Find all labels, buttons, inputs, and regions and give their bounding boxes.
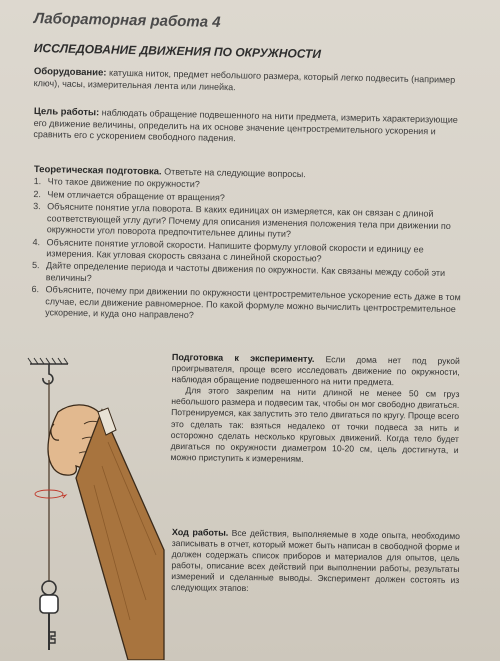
hand-icon bbox=[48, 405, 164, 660]
lab-title: Лабораторная работа 4 bbox=[33, 10, 221, 31]
question-text: Объясните, почему при движении по окружности центростремительное ускорение есть даже в том случае, если движение равномерное. По какой формуле можно вычислить центростремительное ускорение, и куда оно направлено? bbox=[45, 284, 461, 320]
circular-motion-arrows bbox=[35, 490, 66, 498]
question-number: 1. bbox=[33, 175, 42, 187]
support-bar bbox=[28, 358, 68, 364]
goal-text: наблюдать обращение подвешенного на нити предмета, измерить характеризующие его движение величины, определить на их основе значение центростремительного ускорения и сравнить его с ускорением свободного падения. bbox=[33, 107, 458, 144]
preparation-label: Подготовка к эксперименту. bbox=[171, 352, 315, 364]
equipment-text: катушка ниток, предмет небольшого размера, который легко подвесить (например ключ), часы, измерительная лента или линейка. bbox=[33, 67, 456, 92]
theory-section bbox=[31, 164, 474, 328]
question-text: Дайте определение периода и частоты движения по окружности. Как связаны между собой эти величины? bbox=[45, 260, 446, 283]
question-number: 5. bbox=[31, 260, 40, 271]
hand-thread-key-illustration bbox=[18, 350, 168, 660]
page-heading: ИССЛЕДОВАНИЕ ДВИЖЕНИЯ ПО ОКРУЖНОСТИ bbox=[33, 41, 322, 62]
goal-paragraph bbox=[33, 106, 464, 149]
question-text: Объясните понятие угловой скорости. Напишите формулу угловой скорости и единицу ее измерения. Как угловая скорость связана с линейной скоростью? bbox=[46, 236, 424, 264]
theory-text: Ответьте на следующие вопросы. bbox=[164, 166, 306, 180]
procedure-paragraph bbox=[171, 527, 460, 598]
preparation-text-1: Если дома нет под рукой проигрывателя, проще всего исследовать движение по окружности, наблюдая обращение подвешенного на нити предмета. bbox=[171, 354, 460, 388]
procedure-section bbox=[171, 527, 460, 598]
preparation-section bbox=[170, 352, 460, 467]
theory-label: Теоретическая подготовка. bbox=[33, 164, 162, 178]
question-number: 4. bbox=[32, 236, 41, 247]
question-text: Чем отличается обращение от вращения? bbox=[47, 188, 225, 203]
equipment-label: Оборудование: bbox=[33, 66, 107, 79]
equipment-paragraph bbox=[34, 66, 464, 98]
question-number: 3. bbox=[33, 201, 41, 212]
preparation-paragraph-1 bbox=[172, 352, 460, 389]
goal-label: Цель работы: bbox=[33, 106, 100, 119]
question-number: 6. bbox=[31, 284, 40, 295]
question-number: 2. bbox=[33, 188, 42, 199]
procedure-label: Ход работы. bbox=[171, 527, 229, 538]
hook-icon bbox=[43, 364, 53, 384]
procedure-text: Все действия, выполняемые в ходе опыта, необходимо записывать в отчет, который может быть написан в свободной форме и должен содержать список приборов и материалов для опытов, цель работы, описание всех действий при выполнении работы, результаты измерений и сделанные выводы. Эксперимент должен состоять из следующих этапов: bbox=[171, 527, 460, 594]
question-list bbox=[31, 176, 474, 326]
preparation-paragraph-2: Для этого закрепим на нити длиной не менее 50 см груз небольшого размера и подвесим так, чтобы он мог свободно двигаться. Потренируемся, как запустить это тело двигаться по кругу. Проще всего это сделать так: взяться недалеко от точки подвеса за нить и осторожно сделать несколько круговых движений. Когда тело будет двигаться по окружности диаметром 10-20 см, цель достигнута, и можно приступить к измерениям. bbox=[170, 385, 460, 464]
list-item bbox=[31, 284, 472, 326]
question-text: Объясните понятие угла поворота. В каких единицах он измеряется, как он связан с длиной соответствующей углу дуги? Почему для описания изменения положения тела при движении по окружности угол поворота предпочтительнее длины пути? bbox=[46, 201, 451, 239]
key-icon bbox=[40, 581, 58, 650]
question-text: Что такое движение по окружности? bbox=[47, 176, 200, 190]
